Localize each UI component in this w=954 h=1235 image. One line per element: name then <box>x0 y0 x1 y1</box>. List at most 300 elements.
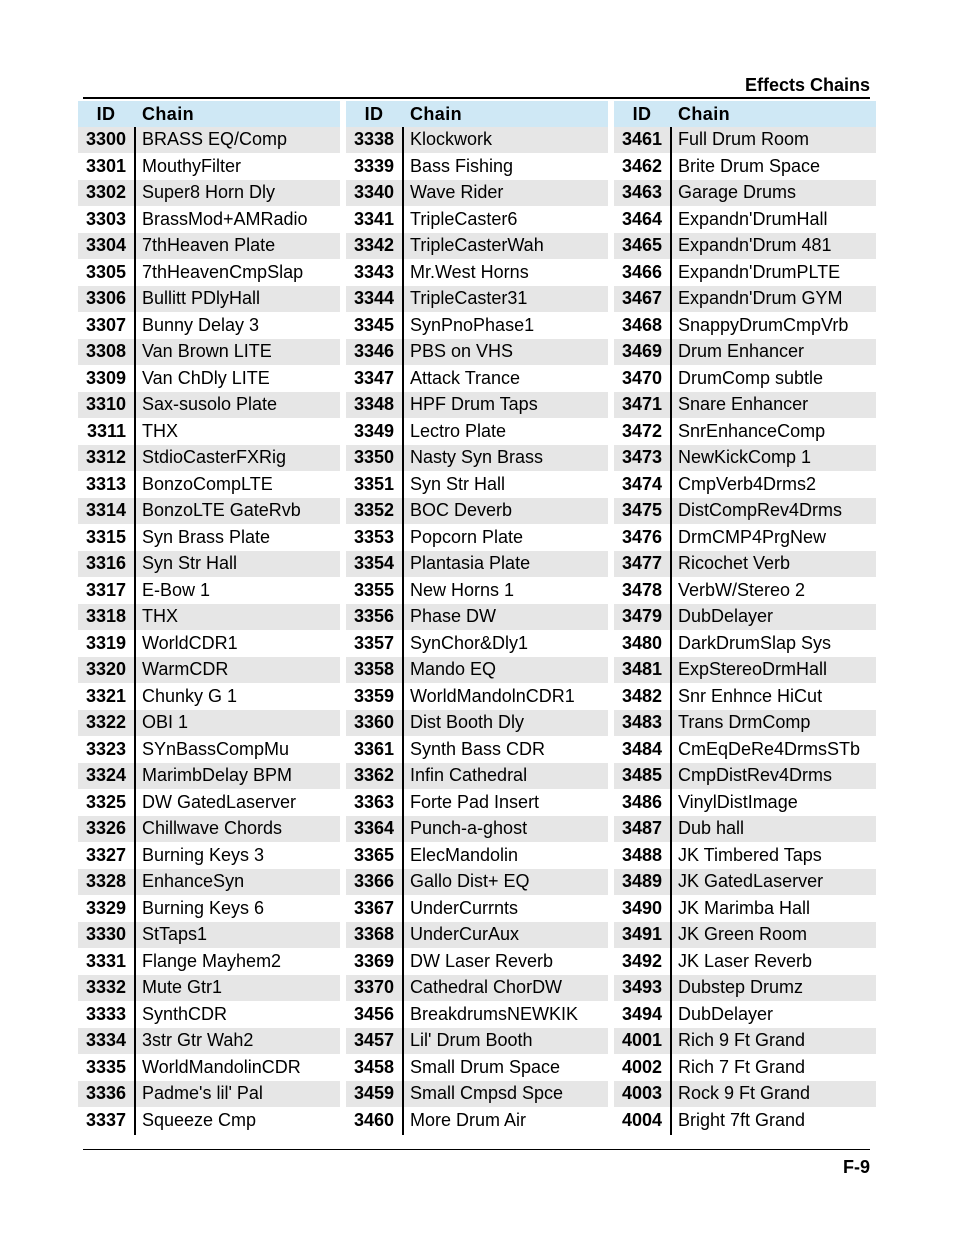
chain-id: 3320 <box>85 659 126 680</box>
table-row <box>614 313 876 340</box>
chain-name: Nasty Syn Brass <box>410 447 544 468</box>
table-row <box>614 1002 876 1029</box>
chain-id: 3462 <box>621 155 662 176</box>
chain-id: 3468 <box>621 314 662 335</box>
table-row <box>346 763 608 790</box>
chain-id: 3361 <box>353 738 394 759</box>
chain-name: Expandn'DrumPLTE <box>678 261 841 282</box>
chain-id: 3484 <box>621 738 662 759</box>
table-row <box>346 419 608 446</box>
table-row <box>346 922 608 949</box>
table-row <box>346 286 608 313</box>
chain-id: 3318 <box>85 606 126 627</box>
chain-name: BreakdrumsNEWKIK <box>410 1003 579 1024</box>
chain-id: 3475 <box>621 500 662 521</box>
chain-id: 3315 <box>85 526 126 547</box>
table-row <box>614 1055 876 1082</box>
chain-id: 3302 <box>85 182 126 203</box>
chain-name: DrmCMP4PrgNew <box>678 526 827 547</box>
table-row <box>614 737 876 764</box>
chain-id: 3467 <box>621 288 662 309</box>
id-header: ID <box>96 103 116 124</box>
chain-name: SYnBassCompMu <box>142 738 290 759</box>
chain-id: 3480 <box>621 632 662 653</box>
chain-name: New Horns 1 <box>410 579 515 600</box>
table-row <box>346 366 608 393</box>
table-row <box>346 604 608 631</box>
chain-name: Full Drum Room <box>678 129 810 150</box>
table-row <box>78 419 340 446</box>
chain-id: 4003 <box>621 1083 662 1104</box>
id-header: ID <box>364 103 384 124</box>
chain-name: SnrEnhanceComp <box>678 420 826 441</box>
table-row <box>614 207 876 234</box>
table-row <box>78 525 340 552</box>
chain-name: OBI 1 <box>142 712 189 733</box>
chain-name: BRASS EQ/Comp <box>142 129 288 150</box>
table-row <box>614 604 876 631</box>
chain-name: Attack Trance <box>410 367 521 388</box>
table-row <box>346 525 608 552</box>
chain-name: JK GatedLaserver <box>678 871 824 892</box>
chain-id: 3305 <box>85 261 126 282</box>
chain-id: 3472 <box>621 420 662 441</box>
chain-id: 3311 <box>86 420 126 441</box>
table-row <box>346 843 608 870</box>
table-rows <box>78 127 340 1134</box>
chain-id: 3479 <box>621 606 662 627</box>
chain-id: 3470 <box>621 367 662 388</box>
chain-name: UnderCurAux <box>410 924 520 945</box>
chain-id: 3346 <box>353 341 394 362</box>
chain-id: 3335 <box>85 1056 126 1077</box>
chain-name: Rich 9 Ft Grand <box>678 1030 806 1051</box>
table-row <box>78 498 340 525</box>
chain-id: 3331 <box>85 950 126 971</box>
table-row <box>346 869 608 896</box>
table-row <box>78 339 340 366</box>
chain-name: Brite Drum Space <box>678 155 821 176</box>
chain-name: WorldMandolinCDR <box>142 1056 301 1077</box>
table-row <box>78 392 340 419</box>
chain-id: 3354 <box>353 553 394 574</box>
chain-name: Chunky G 1 <box>142 685 238 706</box>
table-row <box>78 286 340 313</box>
chain-id: 3466 <box>621 261 662 282</box>
chain-id: 3360 <box>353 712 394 733</box>
chain-name: 7thHeavenCmpSlap <box>142 261 304 282</box>
table-row <box>614 816 876 843</box>
table-row <box>614 339 876 366</box>
table-row <box>78 1028 340 1055</box>
chain-id: 3482 <box>621 685 662 706</box>
chain-id: 3459 <box>353 1083 394 1104</box>
chain-name: Expandn'DrumHall <box>678 208 828 229</box>
chain-id: 3363 <box>353 791 394 812</box>
chain-id: 3303 <box>85 208 126 229</box>
chain-name: CmEqDeRe4DrmsSTb <box>678 738 861 759</box>
chain-name: Squeeze Cmp <box>142 1109 257 1130</box>
chain-name: Chillwave Chords <box>142 818 283 839</box>
chain-name: Dub hall <box>678 818 745 839</box>
chain-id: 3339 <box>353 155 394 176</box>
table-row <box>614 949 876 976</box>
table-row <box>346 816 608 843</box>
chain-name: TripleCaster31 <box>410 288 528 309</box>
table-row <box>346 1055 608 1082</box>
chain-id: 3328 <box>85 871 126 892</box>
table-row <box>614 843 876 870</box>
chain-name: SynthCDR <box>142 1003 228 1024</box>
chain-name: 7thHeaven Plate <box>142 235 276 256</box>
chain-name: Bunny Delay 3 <box>142 314 260 335</box>
chain-name: Mute Gtr1 <box>142 977 223 998</box>
table-row <box>78 207 340 234</box>
chain-name: Ricochet Verb <box>678 553 791 574</box>
chain-name: Synth Bass CDR <box>410 738 546 759</box>
chain-id: 3337 <box>85 1109 126 1130</box>
table-row <box>78 551 340 578</box>
table-row <box>78 1108 340 1135</box>
header-rule <box>83 97 870 99</box>
chain-name: StTaps1 <box>142 924 208 945</box>
chain-name: Burning Keys 6 <box>142 897 265 918</box>
table-row <box>346 710 608 737</box>
chain-id: 3329 <box>85 897 126 918</box>
table-row <box>78 843 340 870</box>
chain-id: 3370 <box>353 977 394 998</box>
chain-id: 3319 <box>85 632 126 653</box>
chain-id: 3478 <box>621 579 662 600</box>
chain-name: EnhanceSyn <box>142 871 245 892</box>
table-row <box>614 657 876 684</box>
table-row <box>78 790 340 817</box>
chain-name: PBS on VHS <box>410 341 514 362</box>
chain-name: Dist Booth Dly <box>410 712 525 733</box>
chain-name: THX <box>142 420 178 441</box>
chain-name: ExpStereoDrmHall <box>678 659 828 680</box>
chain-header: Chain <box>410 103 463 124</box>
chain-name: SnappyDrumCmpVrb <box>678 314 849 335</box>
table-row <box>614 180 876 207</box>
table-row <box>346 1002 608 1029</box>
column-divider <box>670 127 672 1135</box>
chain-name: MouthyFilter <box>142 155 242 176</box>
chain-name: Syn Str Hall <box>142 553 238 574</box>
chain-id: 3307 <box>85 314 126 335</box>
chain-name: Snare Enhancer <box>678 394 809 415</box>
chain-name: Mando EQ <box>410 659 497 680</box>
column-header <box>614 101 876 127</box>
table-row <box>78 816 340 843</box>
table-row <box>614 472 876 499</box>
column-header <box>78 101 340 127</box>
chain-name: Drum Enhancer <box>678 341 805 362</box>
table-row <box>78 737 340 764</box>
table-row <box>614 763 876 790</box>
table-row <box>78 1055 340 1082</box>
chain-header: Chain <box>678 103 731 124</box>
chain-id: 3364 <box>353 818 394 839</box>
table-row <box>346 790 608 817</box>
table-row <box>78 710 340 737</box>
chain-name: 3str Gtr Wah2 <box>142 1030 254 1051</box>
chain-id: 3481 <box>621 659 662 680</box>
chain-id: 3460 <box>353 1109 394 1130</box>
table-row <box>614 445 876 472</box>
chain-id: 3365 <box>353 844 394 865</box>
table-row <box>346 684 608 711</box>
table-row <box>614 127 876 154</box>
chain-id: 3485 <box>621 765 662 786</box>
table-row <box>78 127 340 154</box>
chain-name: Plantasia Plate <box>410 553 531 574</box>
table-row <box>78 445 340 472</box>
table-row <box>78 366 340 393</box>
chain-name: VinylDistImage <box>678 791 798 812</box>
table-row <box>346 896 608 923</box>
chain-name: CmpDistRev4Drms <box>678 765 833 786</box>
table-row <box>346 154 608 181</box>
chain-id: 3327 <box>85 844 126 865</box>
chain-name: JK Laser Reverb <box>678 950 813 971</box>
chain-name: Expandn'Drum GYM <box>678 288 843 309</box>
table-row <box>614 233 876 260</box>
table-row <box>614 419 876 446</box>
chain-name: DW Laser Reverb <box>410 950 554 971</box>
chain-id: 3344 <box>353 288 394 309</box>
table-row <box>614 551 876 578</box>
chain-id: 3317 <box>85 579 126 600</box>
chain-id: 3336 <box>85 1083 126 1104</box>
chain-name: Forte Pad Insert <box>410 791 540 812</box>
chain-id: 3491 <box>621 924 662 945</box>
table-row <box>614 578 876 605</box>
chain-id: 3366 <box>353 871 394 892</box>
table-row <box>346 233 608 260</box>
chain-id: 3483 <box>621 712 662 733</box>
table-row <box>346 472 608 499</box>
page-number: F-9 <box>843 1157 870 1177</box>
chain-id: 3464 <box>621 208 662 229</box>
chain-name: BonzoCompLTE <box>142 473 273 494</box>
chain-id: 3342 <box>353 235 394 256</box>
table-row <box>614 684 876 711</box>
table-row <box>614 1081 876 1108</box>
chain-name: SynChor&Dly1 <box>410 632 529 653</box>
table-row <box>346 551 608 578</box>
chain-id: 3356 <box>353 606 394 627</box>
table-row <box>614 366 876 393</box>
chain-id: 3313 <box>85 473 126 494</box>
table-row <box>78 233 340 260</box>
chain-name: Super8 Horn Dly <box>142 182 276 203</box>
chain-id: 3458 <box>353 1056 394 1077</box>
chain-id: 3355 <box>353 579 394 600</box>
chain-name: Dubstep Drumz <box>678 977 804 998</box>
chain-name: Lil' Drum Booth <box>410 1030 533 1051</box>
table-row <box>614 975 876 1002</box>
chain-id: 3324 <box>85 765 126 786</box>
chain-id: 3358 <box>353 659 394 680</box>
table-row <box>346 975 608 1002</box>
table-row <box>78 684 340 711</box>
chain-id: 3477 <box>621 553 662 574</box>
chain-id: 3340 <box>353 182 394 203</box>
chain-name: TripleCaster6 <box>410 208 518 229</box>
table-row <box>78 763 340 790</box>
table-row <box>78 1002 340 1029</box>
table-row <box>78 922 340 949</box>
chain-id: 3330 <box>85 924 126 945</box>
table-row <box>346 1028 608 1055</box>
chain-name: WorldMandolnCDR1 <box>410 685 575 706</box>
chain-name: E-Bow 1 <box>142 579 211 600</box>
chain-id: 3493 <box>621 977 662 998</box>
chain-id: 4004 <box>621 1109 662 1130</box>
table-row <box>614 896 876 923</box>
chain-id: 3369 <box>353 950 394 971</box>
chain-id: 3367 <box>353 897 394 918</box>
table-row <box>346 207 608 234</box>
page-title: Effects Chains <box>744 75 870 95</box>
chain-id: 3312 <box>85 447 126 468</box>
chain-id: 3300 <box>85 129 126 150</box>
chain-name: Popcorn Plate <box>410 526 524 547</box>
table-row <box>346 1081 608 1108</box>
table-row <box>614 1028 876 1055</box>
chain-id: 3469 <box>621 341 662 362</box>
table-row <box>78 869 340 896</box>
table-row <box>78 154 340 181</box>
chain-id: 3322 <box>85 712 126 733</box>
chain-name: DubDelayer <box>678 1003 774 1024</box>
table-row <box>346 498 608 525</box>
chain-name: THX <box>142 606 178 627</box>
chain-id: 3473 <box>621 447 662 468</box>
table-row <box>614 869 876 896</box>
chain-id: 3332 <box>85 977 126 998</box>
table-row <box>346 1108 608 1135</box>
table-row <box>614 525 876 552</box>
chain-name: Bass Fishing <box>410 155 514 176</box>
chain-name: BOC Deverb <box>410 500 513 521</box>
table-column-2 <box>346 101 608 1134</box>
chain-name: Padme's lil' Pal <box>142 1083 263 1104</box>
chain-name: Expandn'Drum 481 <box>678 235 832 256</box>
chain-id: 3487 <box>621 818 662 839</box>
chain-id: 4002 <box>621 1056 662 1077</box>
chain-id: 3314 <box>85 500 126 521</box>
table-row <box>78 313 340 340</box>
table-row <box>78 472 340 499</box>
table-row <box>346 578 608 605</box>
chain-name: JK Timbered Taps <box>678 844 822 865</box>
table-column-1 <box>78 101 340 1134</box>
chain-name: DW GatedLaserver <box>142 791 297 812</box>
chain-name: Small Drum Space <box>410 1056 561 1077</box>
chain-id: 3461 <box>621 129 662 150</box>
chain-name: Lectro Plate <box>410 420 507 441</box>
chain-name: Wave Rider <box>410 182 504 203</box>
chain-id: 3494 <box>621 1003 662 1024</box>
chain-id: 3334 <box>85 1030 126 1051</box>
chain-name: BrassMod+AMRadio <box>142 208 308 229</box>
chain-id: 3348 <box>353 394 394 415</box>
chain-name: Klockwork <box>410 129 493 150</box>
chain-id: 3343 <box>353 261 394 282</box>
chain-name: SynPnoPhase1 <box>410 314 535 335</box>
table-row <box>346 392 608 419</box>
table-row <box>614 392 876 419</box>
footer-rule <box>83 1149 870 1150</box>
chain-name: Flange Mayhem2 <box>142 950 282 971</box>
chain-id: 3306 <box>85 288 126 309</box>
table-row <box>346 949 608 976</box>
chain-name: HPF Drum Taps <box>410 394 538 415</box>
chain-name: Syn Str Hall <box>410 473 506 494</box>
column-header <box>346 101 608 127</box>
table-row <box>78 631 340 658</box>
table-row <box>614 922 876 949</box>
chain-name: TripleCasterWah <box>410 235 544 256</box>
chain-name: UnderCurrnts <box>410 897 519 918</box>
chain-id: 3488 <box>621 844 662 865</box>
chain-name: JK Green Room <box>678 924 808 945</box>
chain-id: 3492 <box>621 950 662 971</box>
table-row <box>346 657 608 684</box>
chain-name: DrumComp subtle <box>678 367 824 388</box>
chain-name: Mr.West Horns <box>410 261 529 282</box>
id-header: ID <box>632 103 652 124</box>
chain-id: 3301 <box>85 155 126 176</box>
table-row <box>78 260 340 287</box>
chain-id: 3351 <box>353 473 394 494</box>
chain-id: 3357 <box>353 632 394 653</box>
chain-name: Burning Keys 3 <box>142 844 265 865</box>
chain-id: 3490 <box>621 897 662 918</box>
chain-id: 3309 <box>85 367 126 388</box>
chain-id: 3486 <box>621 791 662 812</box>
chain-name: Garage Drums <box>678 182 797 203</box>
table-rows <box>346 127 608 1134</box>
chain-name: DarkDrumSlap Sys <box>678 632 832 653</box>
table-row <box>78 896 340 923</box>
chain-id: 3463 <box>621 182 662 203</box>
chain-name: WorldCDR1 <box>142 632 238 653</box>
chain-id: 3489 <box>621 871 662 892</box>
chain-id: 3323 <box>85 738 126 759</box>
chain-name: CmpVerb4Drms2 <box>678 473 817 494</box>
table-row <box>614 631 876 658</box>
table-row <box>78 657 340 684</box>
chain-name: Van Brown LITE <box>142 341 272 362</box>
chain-name: Bullitt PDlyHall <box>142 288 261 309</box>
chain-header: Chain <box>142 103 195 124</box>
chain-name: Rich 7 Ft Grand <box>678 1056 806 1077</box>
chain-id: 3310 <box>85 394 126 415</box>
chain-name: Phase DW <box>410 606 497 627</box>
chain-name: NewKickComp 1 <box>678 447 812 468</box>
chain-id: 3326 <box>85 818 126 839</box>
table-row <box>346 339 608 366</box>
chain-id: 3456 <box>353 1003 394 1024</box>
chain-id: 3345 <box>353 314 394 335</box>
table-row <box>614 710 876 737</box>
chain-name: WarmCDR <box>142 659 229 680</box>
chain-name: Punch-a-ghost <box>410 818 528 839</box>
table-row <box>78 578 340 605</box>
